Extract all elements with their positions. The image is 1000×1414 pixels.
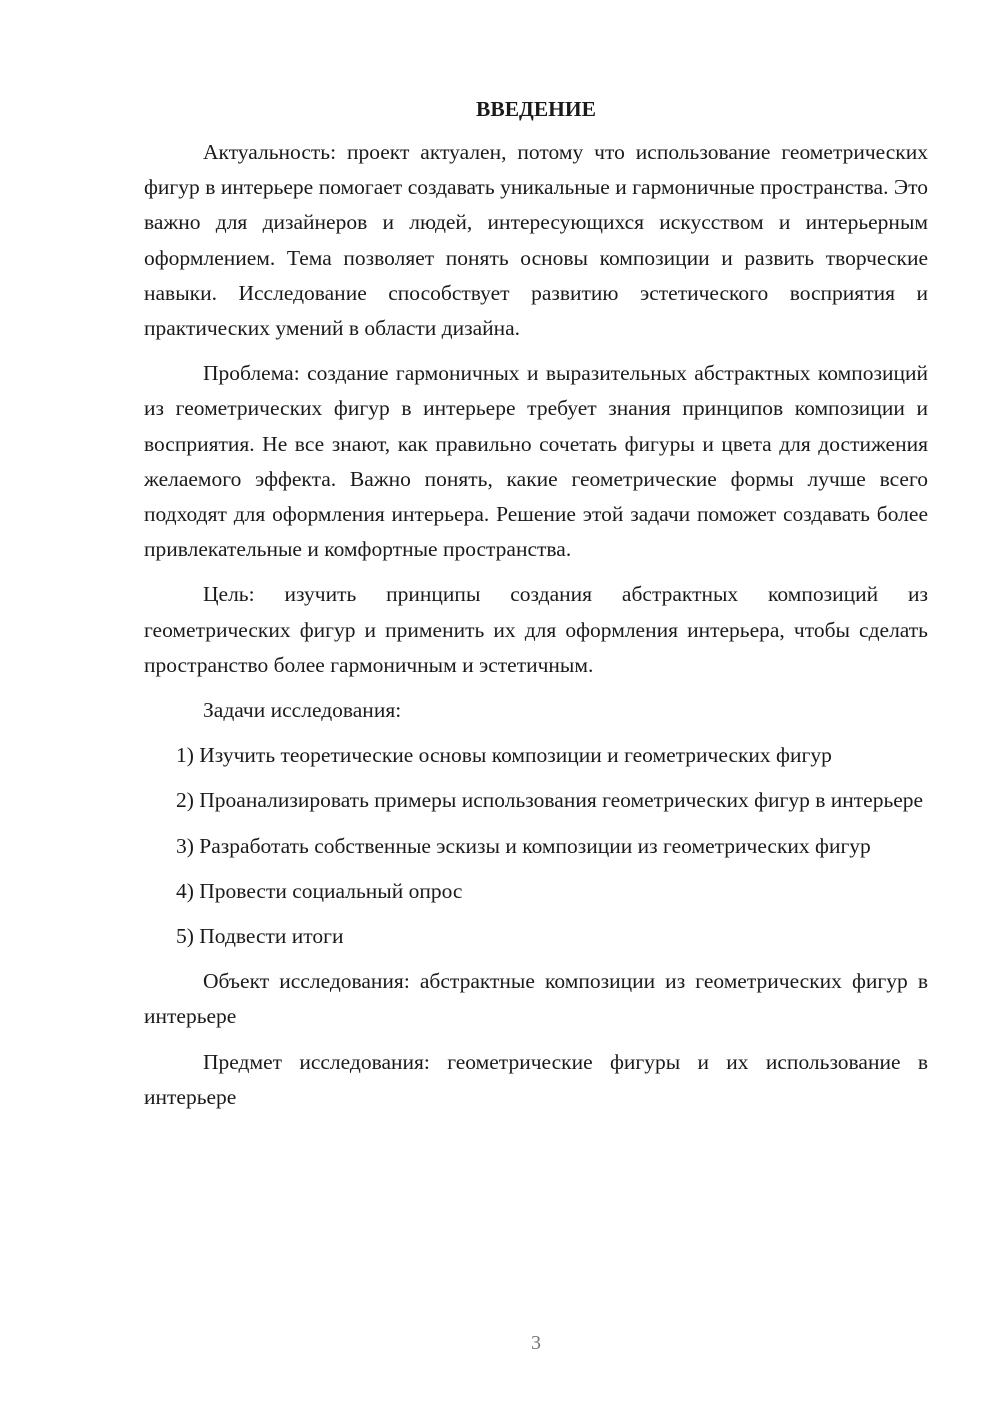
page-content xyxy=(144,92,928,1125)
section-title: ВВЕДЕНИЕ xyxy=(476,97,596,121)
object-paragraph: Объект исследования: абстрактные композиции из геометрических фигур в интерьере xyxy=(144,969,928,1029)
task-item: 3) Разработать собственные эскизы и композиции из геометрических фигур xyxy=(176,833,871,858)
task-item: 5) Подвести итоги xyxy=(176,924,344,949)
goal-paragraph: Цель: изучить принципы создания абстрактных композиций из геометрических фигур и применить их для оформления интерьера, чтобы сделать пространство более гармоничным и эстетичным. xyxy=(144,582,928,677)
relevance-paragraph: Актуальность: проект актуален, потому что использование геометрических фигур в интерьере помогает создавать уникальные и гармоничные пространства. Это важно для дизайнеров и людей, интересующихся искусством и интерьерным оформлением. Тема позволяет понять основы композиции и развить творческие навыки. Исследование способствует развитию эстетического восприятия и практических умений в области дизайна. xyxy=(144,140,928,341)
tasks-heading: Задачи исследования: xyxy=(203,698,402,723)
subject-paragraph: Предмет исследования: геометрические фигуры и их использование в интерьере xyxy=(144,1049,928,1109)
problem-paragraph: Проблема: создание гармоничных и выразительных абстрактных композиций из геометрических фигур в интерьере требует знания принципов композиции и восприятия. Не все знают, как правильно сочетать фигуры и цвета для достижения желаемого эффекта. Важно понять, какие геометрические формы лучше всего подходят для оформления интерьера. Решение этой задачи поможет создавать более привлекательные и комфортные пространства. xyxy=(144,361,928,562)
task-item: 4) Провести социальный опрос xyxy=(176,878,463,903)
task-item: 2) Проанализировать примеры использования геометрических фигур в интерьере xyxy=(176,788,924,813)
page-number: 3 xyxy=(531,1332,541,1354)
task-item: 1) Изучить теоретические основы композиции и геометрических фигур xyxy=(176,743,832,768)
